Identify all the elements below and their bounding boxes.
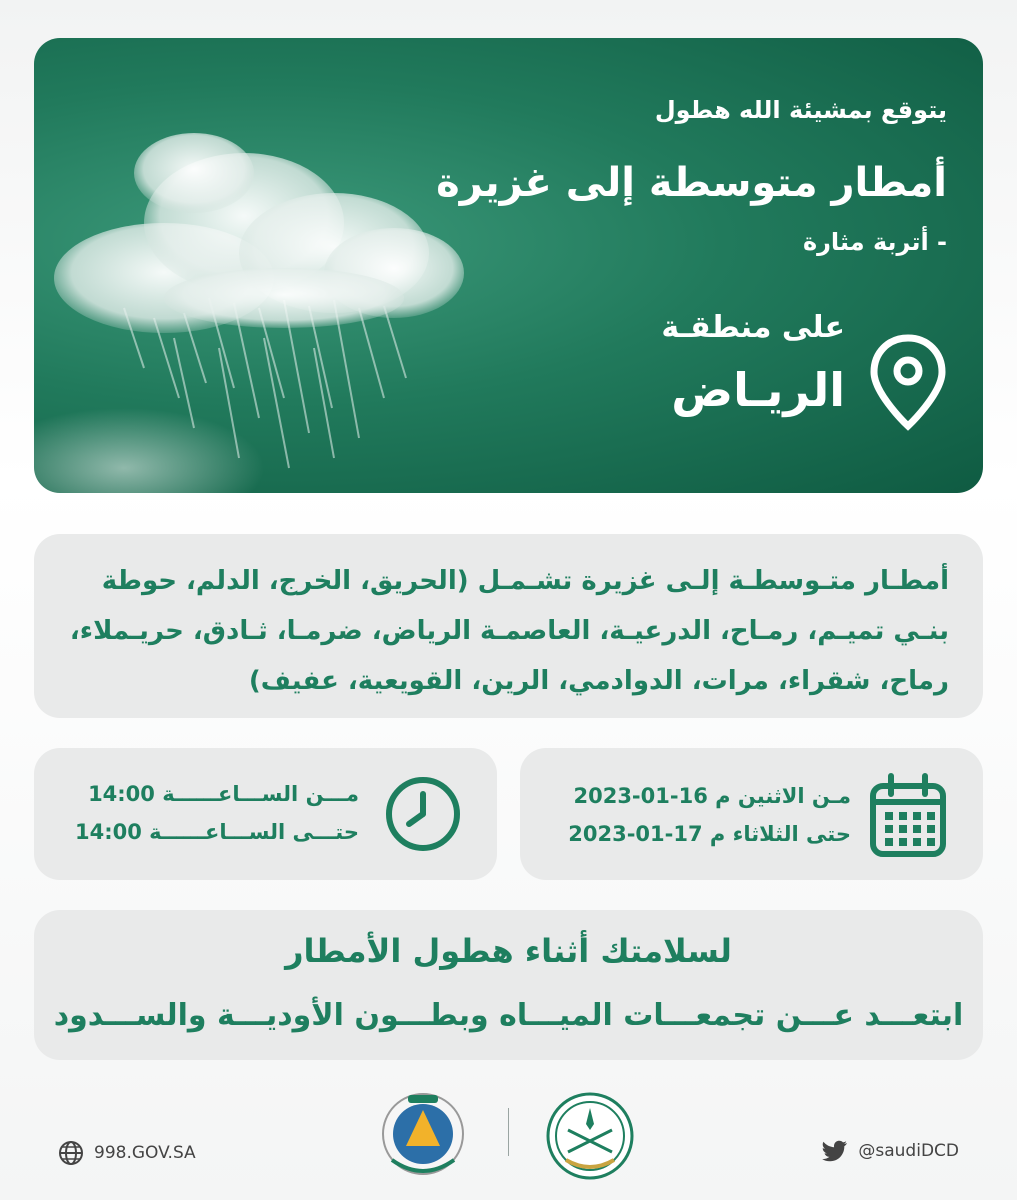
globe-icon <box>58 1140 84 1166</box>
date-to-row <box>568 822 851 846</box>
website-text: 998.GOV.SA <box>94 1143 196 1163</box>
date-from-row <box>573 784 851 808</box>
forecast-banner <box>34 38 983 493</box>
footer-divider <box>508 1108 509 1156</box>
calendar-icon <box>869 772 947 858</box>
clock-icon <box>383 774 463 854</box>
location-pin-icon <box>869 334 947 432</box>
time-card <box>34 748 497 880</box>
date-from-label: مـن الاثنين <box>737 784 851 808</box>
region-intro: على منطقـة <box>661 310 845 345</box>
affected-areas-text: أمطـار متـوسطـة إلـى غزيرة تشـمـل (الحريق، الخرج، الدلم، حوطة بنـي تميـم، رمـاح، الدرعيـة، العاصمـة الرياض، ضرمـا، ثـادق، حريـملاء، رماح، شقراء، مرات، الدوادمي، الرين، القويعية، عفيف) <box>69 566 949 696</box>
time-from-value: 14:00 <box>88 782 155 806</box>
civil-defense-emblem <box>378 1090 468 1182</box>
twitter-link[interactable] <box>822 1140 959 1162</box>
twitter-handle: @saudiDCD <box>858 1141 959 1161</box>
time-from-row <box>88 782 359 806</box>
date-card <box>520 748 983 880</box>
time-to-value: 14:00 <box>75 820 142 844</box>
affected-areas-card <box>34 534 983 718</box>
time-to-row <box>75 820 359 844</box>
forecast-subline: - أتربة مثارة <box>802 228 947 256</box>
forecast-headline: أمطار متوسطة إلى غزيرة <box>436 160 947 206</box>
date-from-value: 2023-01-16 م <box>573 784 731 808</box>
region-name: الريـاض <box>671 363 845 417</box>
forecast-intro: يتوقع بمشيئة الله هطول <box>654 96 947 124</box>
twitter-icon <box>822 1140 848 1162</box>
safety-card <box>34 910 983 1060</box>
safety-tip: ابتعـــد عـــن تجمعـــات الميـــاه وبطـــون الأوديـــة والســـدود <box>53 998 964 1033</box>
website-link[interactable] <box>58 1140 196 1166</box>
time-from-label: مـــن الســـاعــــــة <box>162 782 359 806</box>
date-to-value: 2023-01-17 م <box>568 822 726 846</box>
time-to-label: حتـــى الســـاعــــــة <box>149 820 359 844</box>
date-to-label: حتى الثلاثاء <box>732 822 851 846</box>
ministry-of-interior-emblem <box>544 1090 636 1182</box>
safety-title: لسلامتك أثناء هطول الأمطار <box>285 932 732 970</box>
